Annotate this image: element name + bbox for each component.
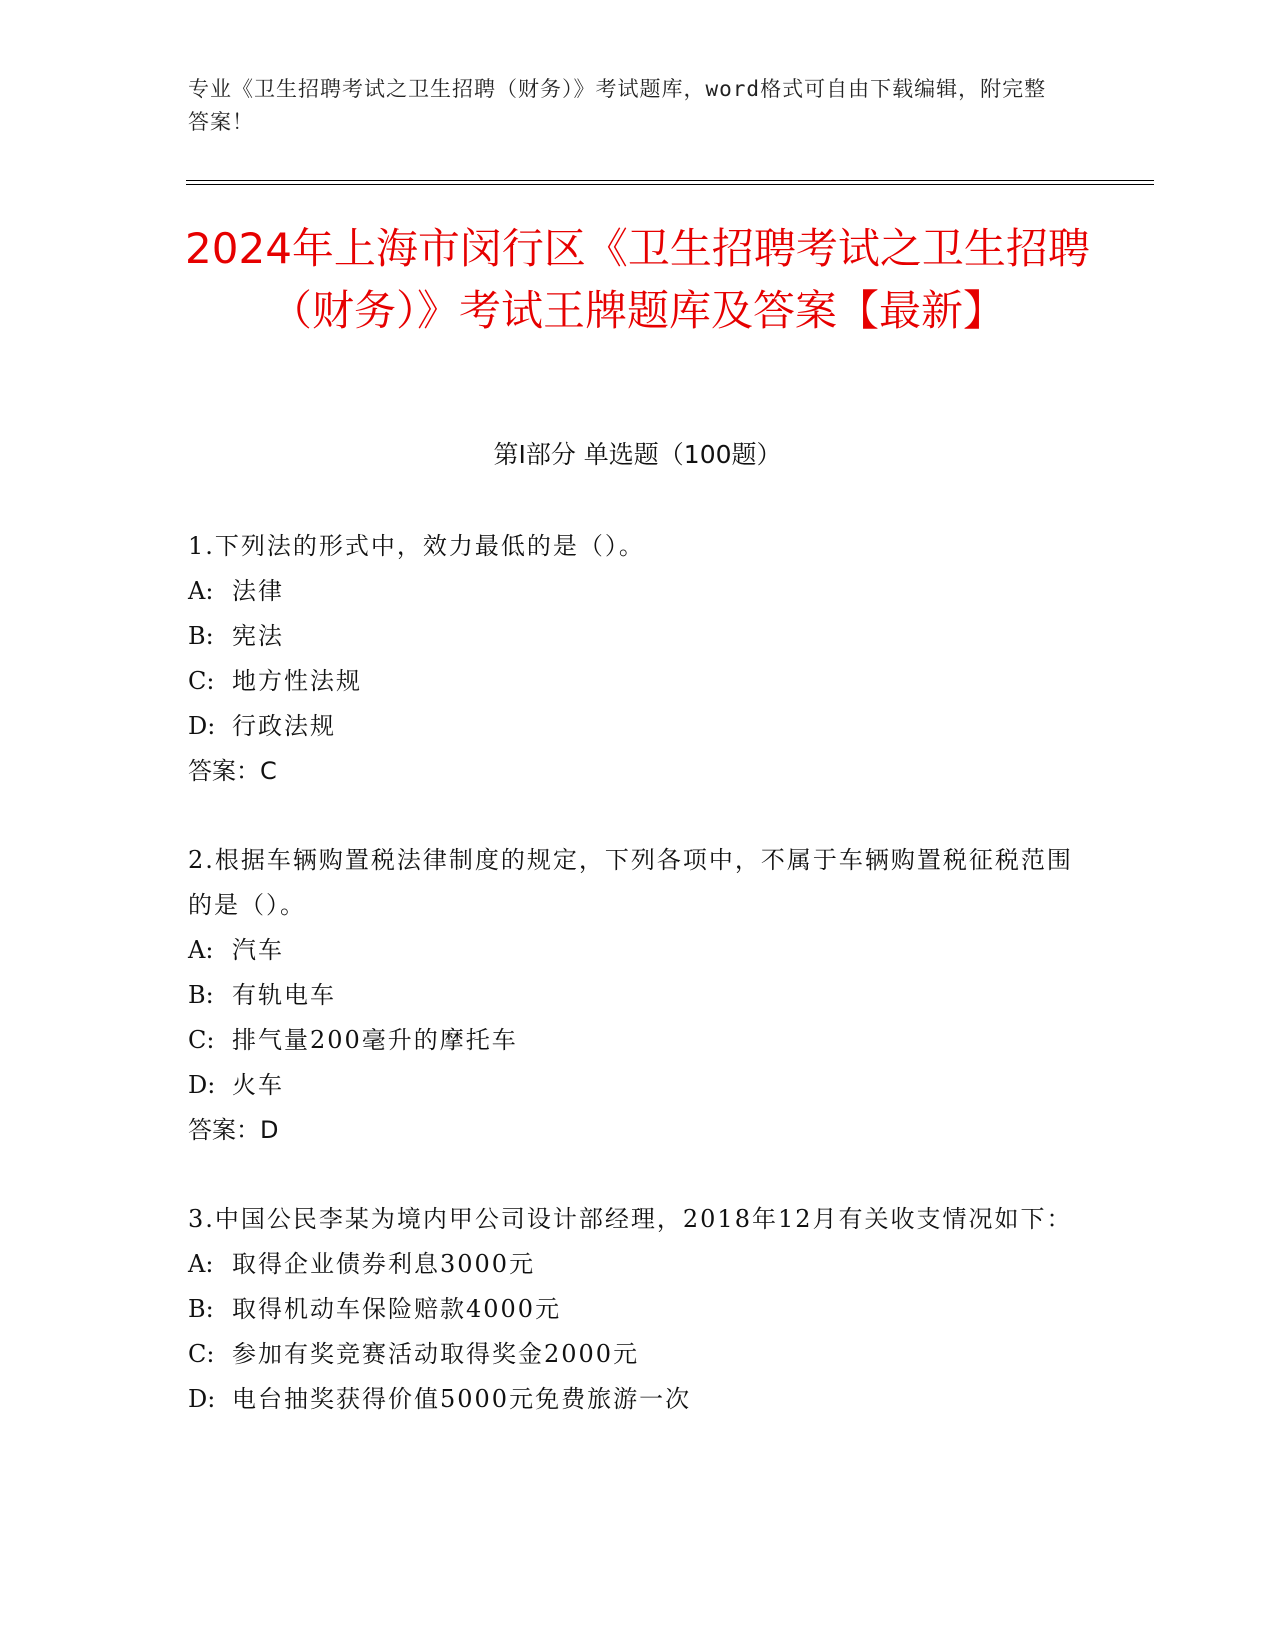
option-d <box>188 1377 1088 1422</box>
option-letter: D: <box>188 712 216 740</box>
answer: 答案：C <box>188 757 277 785</box>
question-stem: 2.根据车辆购置税法律制度的规定，下列各项中，不属于车辆购置税征税范围的是（）。 <box>188 846 1073 919</box>
option-letter: D: <box>188 1071 216 1099</box>
option-a <box>188 928 1088 973</box>
option-letter: C: <box>188 667 215 695</box>
option-text: 有轨电车 <box>232 981 336 1009</box>
option-c <box>188 1018 1088 1063</box>
question-3 <box>188 1197 1088 1422</box>
question-stem: 1.下列法的形式中，效力最低的是（）。 <box>188 532 645 560</box>
option-c <box>188 659 1088 704</box>
option-text: 排气量200毫升的摩托车 <box>232 1026 518 1054</box>
option-text: 汽车 <box>232 936 284 964</box>
option-text: 取得企业债券利息3000元 <box>232 1250 536 1278</box>
option-text: 电台抽奖获得价值5000元免费旅游一次 <box>232 1385 692 1413</box>
option-letter: C: <box>188 1340 215 1368</box>
section-heading: 第Ⅰ部分 单选题（100题） <box>493 440 782 469</box>
header-divider-top <box>186 180 1154 181</box>
option-letter: D: <box>188 1385 216 1413</box>
option-letter: B: <box>188 981 214 1009</box>
option-text: 地方性法规 <box>232 667 362 695</box>
header-divider-bottom <box>186 184 1154 185</box>
option-text: 取得机动车保险赔款4000元 <box>232 1295 562 1323</box>
option-a <box>188 1242 1088 1287</box>
option-text: 法律 <box>232 577 284 605</box>
header-note: 专业《卫生招聘考试之卫生招聘（财务）》考试题库，word格式可自由下载编辑，附完整答案！ <box>188 77 1047 134</box>
answer: 答案：D <box>188 1116 279 1144</box>
question-list <box>188 524 1088 1466</box>
option-letter: B: <box>188 622 214 650</box>
option-d <box>188 1063 1088 1108</box>
option-letter: C: <box>188 1026 215 1054</box>
question-2 <box>188 838 1088 1153</box>
option-b <box>188 973 1088 1018</box>
option-c <box>188 1332 1088 1377</box>
option-text: 参加有奖竞赛活动取得奖金2000元 <box>232 1340 640 1368</box>
question-1 <box>188 524 1088 794</box>
question-stem: 3.中国公民李某为境内甲公司设计部经理，2018年12月有关收支情况如下： <box>188 1205 1073 1233</box>
option-b <box>188 614 1088 659</box>
option-letter: A: <box>188 577 214 605</box>
option-d <box>188 704 1088 749</box>
option-letter: A: <box>188 936 214 964</box>
option-letter: A: <box>188 1250 214 1278</box>
option-b <box>188 1287 1088 1332</box>
document-title: 2024年上海市闵行区《卫生招聘考试之卫生招聘（财务）》考试王牌题库及答案【最新】 <box>185 224 1090 335</box>
option-a <box>188 569 1088 614</box>
option-text: 行政法规 <box>232 712 336 740</box>
option-text: 宪法 <box>232 622 284 650</box>
option-letter: B: <box>188 1295 214 1323</box>
option-text: 火车 <box>232 1071 284 1099</box>
